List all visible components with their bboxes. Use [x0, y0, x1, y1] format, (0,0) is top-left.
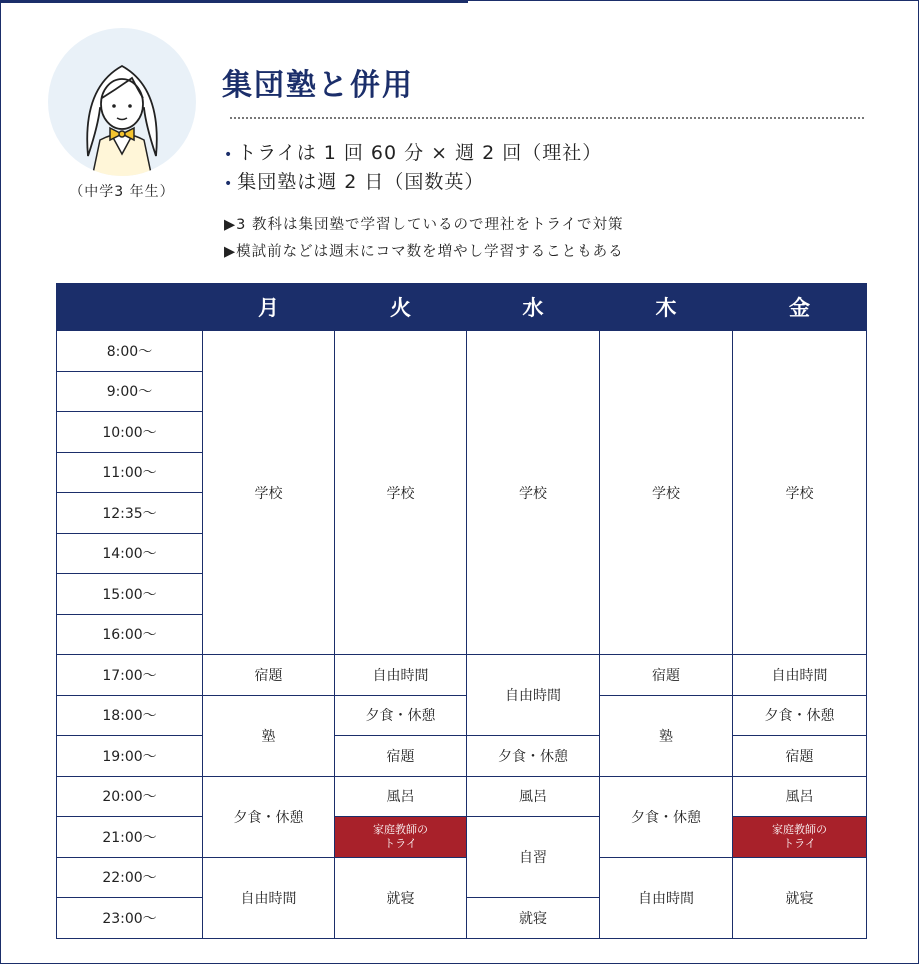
- cell-text: 家庭教師の: [373, 822, 428, 836]
- schedule-row: [57, 817, 867, 858]
- schedule-row: [57, 695, 867, 736]
- weekly-schedule-table: [56, 283, 867, 939]
- activity-cell: 塾: [203, 695, 335, 776]
- tutor-session-cell: [733, 817, 867, 858]
- student-grade: （中学3 年生）: [69, 184, 175, 200]
- schedule-row: [57, 655, 867, 696]
- cell-text: 家庭教師の: [772, 822, 827, 836]
- plan-title: 集団塾と併用: [222, 68, 414, 103]
- panel-tab: [0, 0, 468, 3]
- activity-cell: 学校: [203, 331, 335, 655]
- activity-cell: 自由時間: [203, 857, 335, 938]
- time-label: 17:00〜: [57, 655, 203, 696]
- activity-cell: 夕食・休憩: [335, 695, 467, 736]
- time-label: 21:00〜: [57, 817, 203, 858]
- activity-cell: 学校: [733, 331, 867, 655]
- activity-cell: 自習: [467, 817, 600, 898]
- time-label: 16:00〜: [57, 614, 203, 655]
- time-label: 18:00〜: [57, 695, 203, 736]
- bullet-item: • 集団塾は週 2 日（国数英）: [224, 171, 485, 193]
- day-header: 金: [733, 284, 867, 331]
- plan-bullets: [224, 140, 602, 198]
- activity-cell: 風呂: [467, 776, 600, 817]
- time-label: 10:00〜: [57, 412, 203, 453]
- corner-header: [57, 284, 203, 331]
- time-label: 9:00〜: [57, 371, 203, 412]
- day-header: 水: [467, 284, 600, 331]
- activity-cell: 宿題: [335, 736, 467, 777]
- student-girl-icon: [48, 28, 196, 176]
- schedule-header-row: [57, 284, 867, 331]
- activity-cell: 風呂: [335, 776, 467, 817]
- day-header: 火: [335, 284, 467, 331]
- activity-cell: 夕食・休憩: [600, 776, 733, 857]
- time-label: 11:00〜: [57, 452, 203, 493]
- time-label: 12:35〜: [57, 493, 203, 534]
- time-label: 22:00〜: [57, 857, 203, 898]
- activity-cell: 就寝: [467, 898, 600, 939]
- schedule-row: [57, 331, 867, 372]
- activity-cell: 風呂: [733, 776, 867, 817]
- day-header: 月: [203, 284, 335, 331]
- activity-cell: 学校: [335, 331, 467, 655]
- schedule-row: [57, 736, 867, 777]
- time-label: 15:00〜: [57, 574, 203, 615]
- activity-cell: 塾: [600, 695, 733, 776]
- time-label: 20:00〜: [57, 776, 203, 817]
- activity-cell: 宿題: [600, 655, 733, 696]
- activity-cell: 就寝: [733, 857, 867, 938]
- activity-cell: 自由時間: [335, 655, 467, 696]
- dotted-divider: [230, 117, 864, 119]
- activity-cell: 学校: [467, 331, 600, 655]
- time-label: 8:00〜: [57, 331, 203, 372]
- activity-cell: 自由時間: [600, 857, 733, 938]
- activity-cell: 自由時間: [467, 655, 600, 736]
- time-label: 19:00〜: [57, 736, 203, 777]
- note-item: ▶模試前などは週末にコマ数を増やし学習することもある: [224, 244, 624, 260]
- activity-cell: 夕食・休憩: [733, 695, 867, 736]
- time-label: 23:00〜: [57, 898, 203, 939]
- bullet-item: • トライは 1 回 60 分 × 週 2 回（理社）: [224, 142, 603, 164]
- cell-text: トライ: [783, 836, 816, 850]
- plan-notes: [224, 212, 624, 266]
- activity-cell: 宿題: [203, 655, 335, 696]
- schedule-row: [57, 776, 867, 817]
- activity-cell: 就寝: [335, 857, 467, 938]
- activity-cell: 学校: [600, 331, 733, 655]
- note-item: ▶3 教科は集団塾で学習しているので理社をトライで対策: [224, 217, 624, 233]
- activity-cell: 夕食・休憩: [467, 736, 600, 777]
- day-header: 木: [600, 284, 733, 331]
- cell-text: トライ: [384, 836, 417, 850]
- time-label: 14:00〜: [57, 533, 203, 574]
- schedule-row: [57, 857, 867, 898]
- activity-cell: 夕食・休憩: [203, 776, 335, 857]
- tutor-session-cell: [335, 817, 467, 858]
- activity-cell: 宿題: [733, 736, 867, 777]
- activity-cell: 自由時間: [733, 655, 867, 696]
